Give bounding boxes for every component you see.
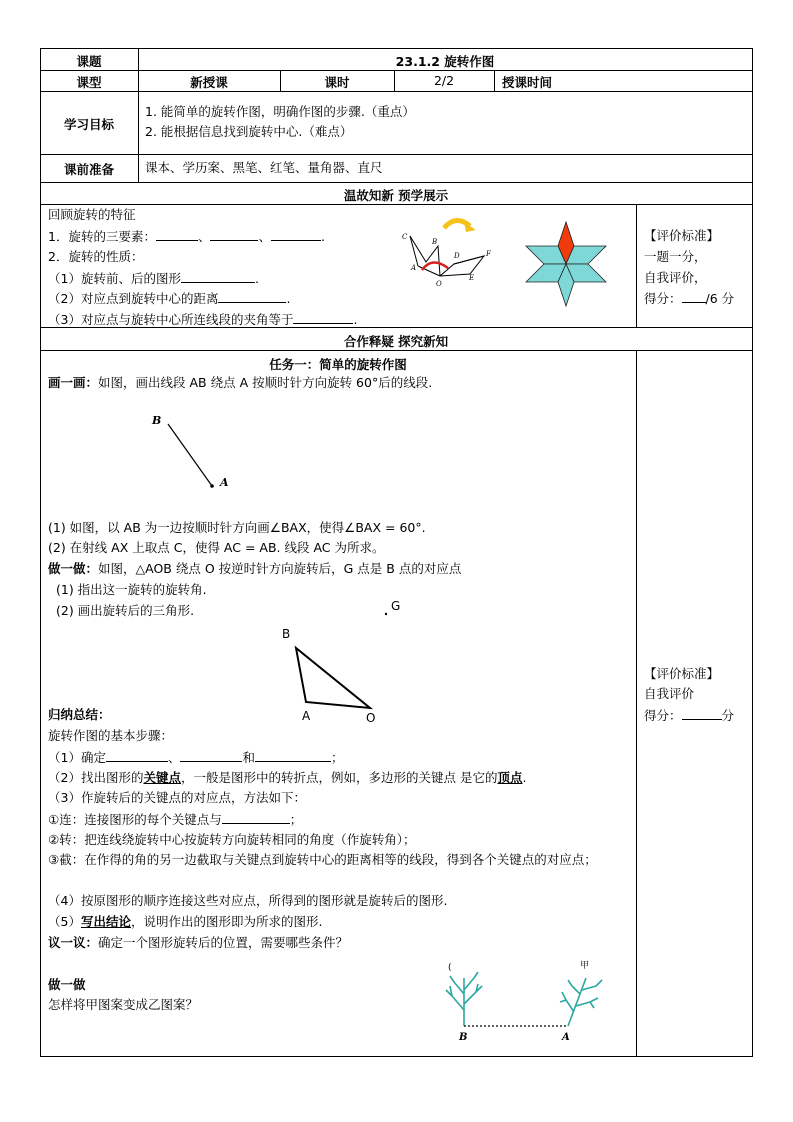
- summary-step-3b: ②转：把连线绕旋转中心按旋转方向旋转相同的角度（作旋转角）；: [48, 832, 416, 847]
- type-label: 课型: [76, 75, 102, 90]
- summary-step-4: （4）按原图形的顺序连接这些对应点，所得到的图形就是旋转后的图形.: [48, 893, 448, 908]
- review-p1: （1）旋转前、后的图形 .: [48, 271, 259, 286]
- fig-label-o: O: [436, 280, 442, 288]
- objectives-label: 学习目标: [63, 117, 114, 132]
- trees-figure: [436, 956, 616, 1042]
- tree-jia: [446, 972, 482, 1026]
- review-q1: 1．旋转的三要素： 、 、 .: [48, 229, 325, 244]
- point-a: [210, 484, 214, 488]
- tri-label-o: O: [366, 711, 376, 725]
- hours-value: 2/2: [433, 73, 455, 88]
- topic-value: 23.1.2 旋转作图: [395, 54, 495, 69]
- eval1-title: 【评价标准】: [644, 228, 720, 243]
- tri-label-g: G: [391, 599, 401, 613]
- segment-ab: [168, 424, 212, 486]
- time-label: 授课时间: [502, 75, 553, 90]
- rotation-angle-arc: [422, 262, 448, 270]
- review-p3: （3）对应点与旋转中心所连线段的夹角等于 .: [48, 312, 358, 327]
- prep-label: 课前准备: [63, 162, 114, 177]
- section1-title: 温故知新 预学展示: [343, 188, 449, 203]
- discuss-line: 议一议：确定一个图形旋转后的位置，需要哪些条件？: [48, 935, 349, 950]
- review-p2: （2）对应点到旋转中心的距离 .: [48, 291, 291, 306]
- topic-label: 课题: [76, 54, 102, 69]
- do2-text: 怎样将甲图案变成乙图案？: [48, 997, 199, 1012]
- tree-label-b: B: [459, 1032, 468, 1042]
- draw-line: 画一画：如图，画出线段 AB 绕点 A 按顺时针方向旋转 60°后的线段.: [48, 375, 433, 390]
- do-item-1: (1) 指出这一旋转的旋转角.: [56, 582, 207, 597]
- triangle-aob-figure: [276, 592, 416, 726]
- tree-yi: [560, 978, 602, 1026]
- tri-label-b: B: [282, 627, 291, 641]
- summary-step-5: （5）写出结论，说明作出的图形即为所求的图形.: [48, 914, 323, 929]
- segment-ab-figure: [148, 410, 238, 492]
- fig-label-e: E: [469, 274, 475, 282]
- review-q2: 2．旋转的性质：: [48, 249, 144, 264]
- point-g: [385, 613, 387, 615]
- fig-label-c: C: [402, 233, 408, 241]
- hours-label: 课时: [324, 75, 350, 90]
- do-line: 做一做：如图，△AOB 绕点 O 按逆时针方向旋转后，G 点是 B 点的对应点: [48, 561, 462, 576]
- objective-2: 2. 能根据信息找到旋转中心.（难点）: [145, 124, 353, 139]
- objective-1: 1. 能简单的旋转作图，明确作图的步骤.（重点）: [145, 104, 415, 119]
- step-2: (2) 在射线 AX 上取点 C，使得 AC = AB. 线段 AC 为所求。: [48, 540, 385, 555]
- eval1-line1: 一题一分，: [644, 249, 707, 264]
- type-value: 新授课: [190, 75, 228, 90]
- label-b: B: [152, 414, 162, 427]
- summary-intro: 旋转作图的基本步骤：: [48, 728, 174, 743]
- fig-label-b: B: [432, 238, 438, 246]
- section2-title: 合作释疑 探究新知: [343, 334, 449, 349]
- tree-label-a: A: [562, 1032, 570, 1042]
- label-a: A: [220, 476, 229, 489]
- summary-step-3a: ①连：连接图形的每个关键点与 ；: [48, 812, 303, 827]
- eval1-line2: 自我评价，: [644, 270, 707, 285]
- prep-value: 课本、学历案、黑笔、红笔、量角器、直尺: [145, 160, 383, 175]
- tree-label-yi: 甲: [580, 961, 590, 971]
- review-title: 回顾旋转的特征: [48, 207, 136, 222]
- summary-step-3: （3）作旋转后的关键点的对应点，方法如下：: [48, 790, 306, 805]
- fig-label-a: A: [411, 264, 417, 272]
- summary-label: 归纳总结：: [48, 707, 111, 722]
- eval2-line1: 自我评价: [644, 686, 695, 701]
- summary-step-2: （2）找出图形的关键点，一般是图形中的转折点，例如，多边形的关键点 是它的顶点.: [48, 770, 527, 785]
- triangle-aob: [296, 648, 370, 708]
- summary-step-1: （1）确定 、 和 ；: [48, 750, 344, 765]
- eval2-score: 得分： 分: [644, 708, 735, 723]
- step-1: (1) 如图，以 AB 为一边按顺时针方向画∠BAX，使得∠BAX = 60°.: [48, 520, 426, 535]
- tree-label-jia: (: [448, 963, 452, 973]
- fig-label-f: F: [486, 250, 491, 258]
- task-title: 任务一：简单的旋转作图: [269, 357, 407, 372]
- fig-label-d: D: [454, 252, 460, 260]
- star-pattern-figure: [522, 216, 610, 312]
- eval1-score: 得分： /6 分: [644, 291, 735, 306]
- rotation-figure: [396, 212, 506, 290]
- do2-label: 做一做: [48, 977, 86, 992]
- tri-label-a: A: [302, 709, 311, 723]
- eval2-title: 【评价标准】: [644, 666, 720, 681]
- do-item-2: (2) 画出旋转后的三角形.: [56, 603, 195, 618]
- summary-step-3c: ③截：在作得的角的另一边截取与关键点到旋转中心的距离相等的线段，得到各个关键点的对应点；: [48, 852, 597, 867]
